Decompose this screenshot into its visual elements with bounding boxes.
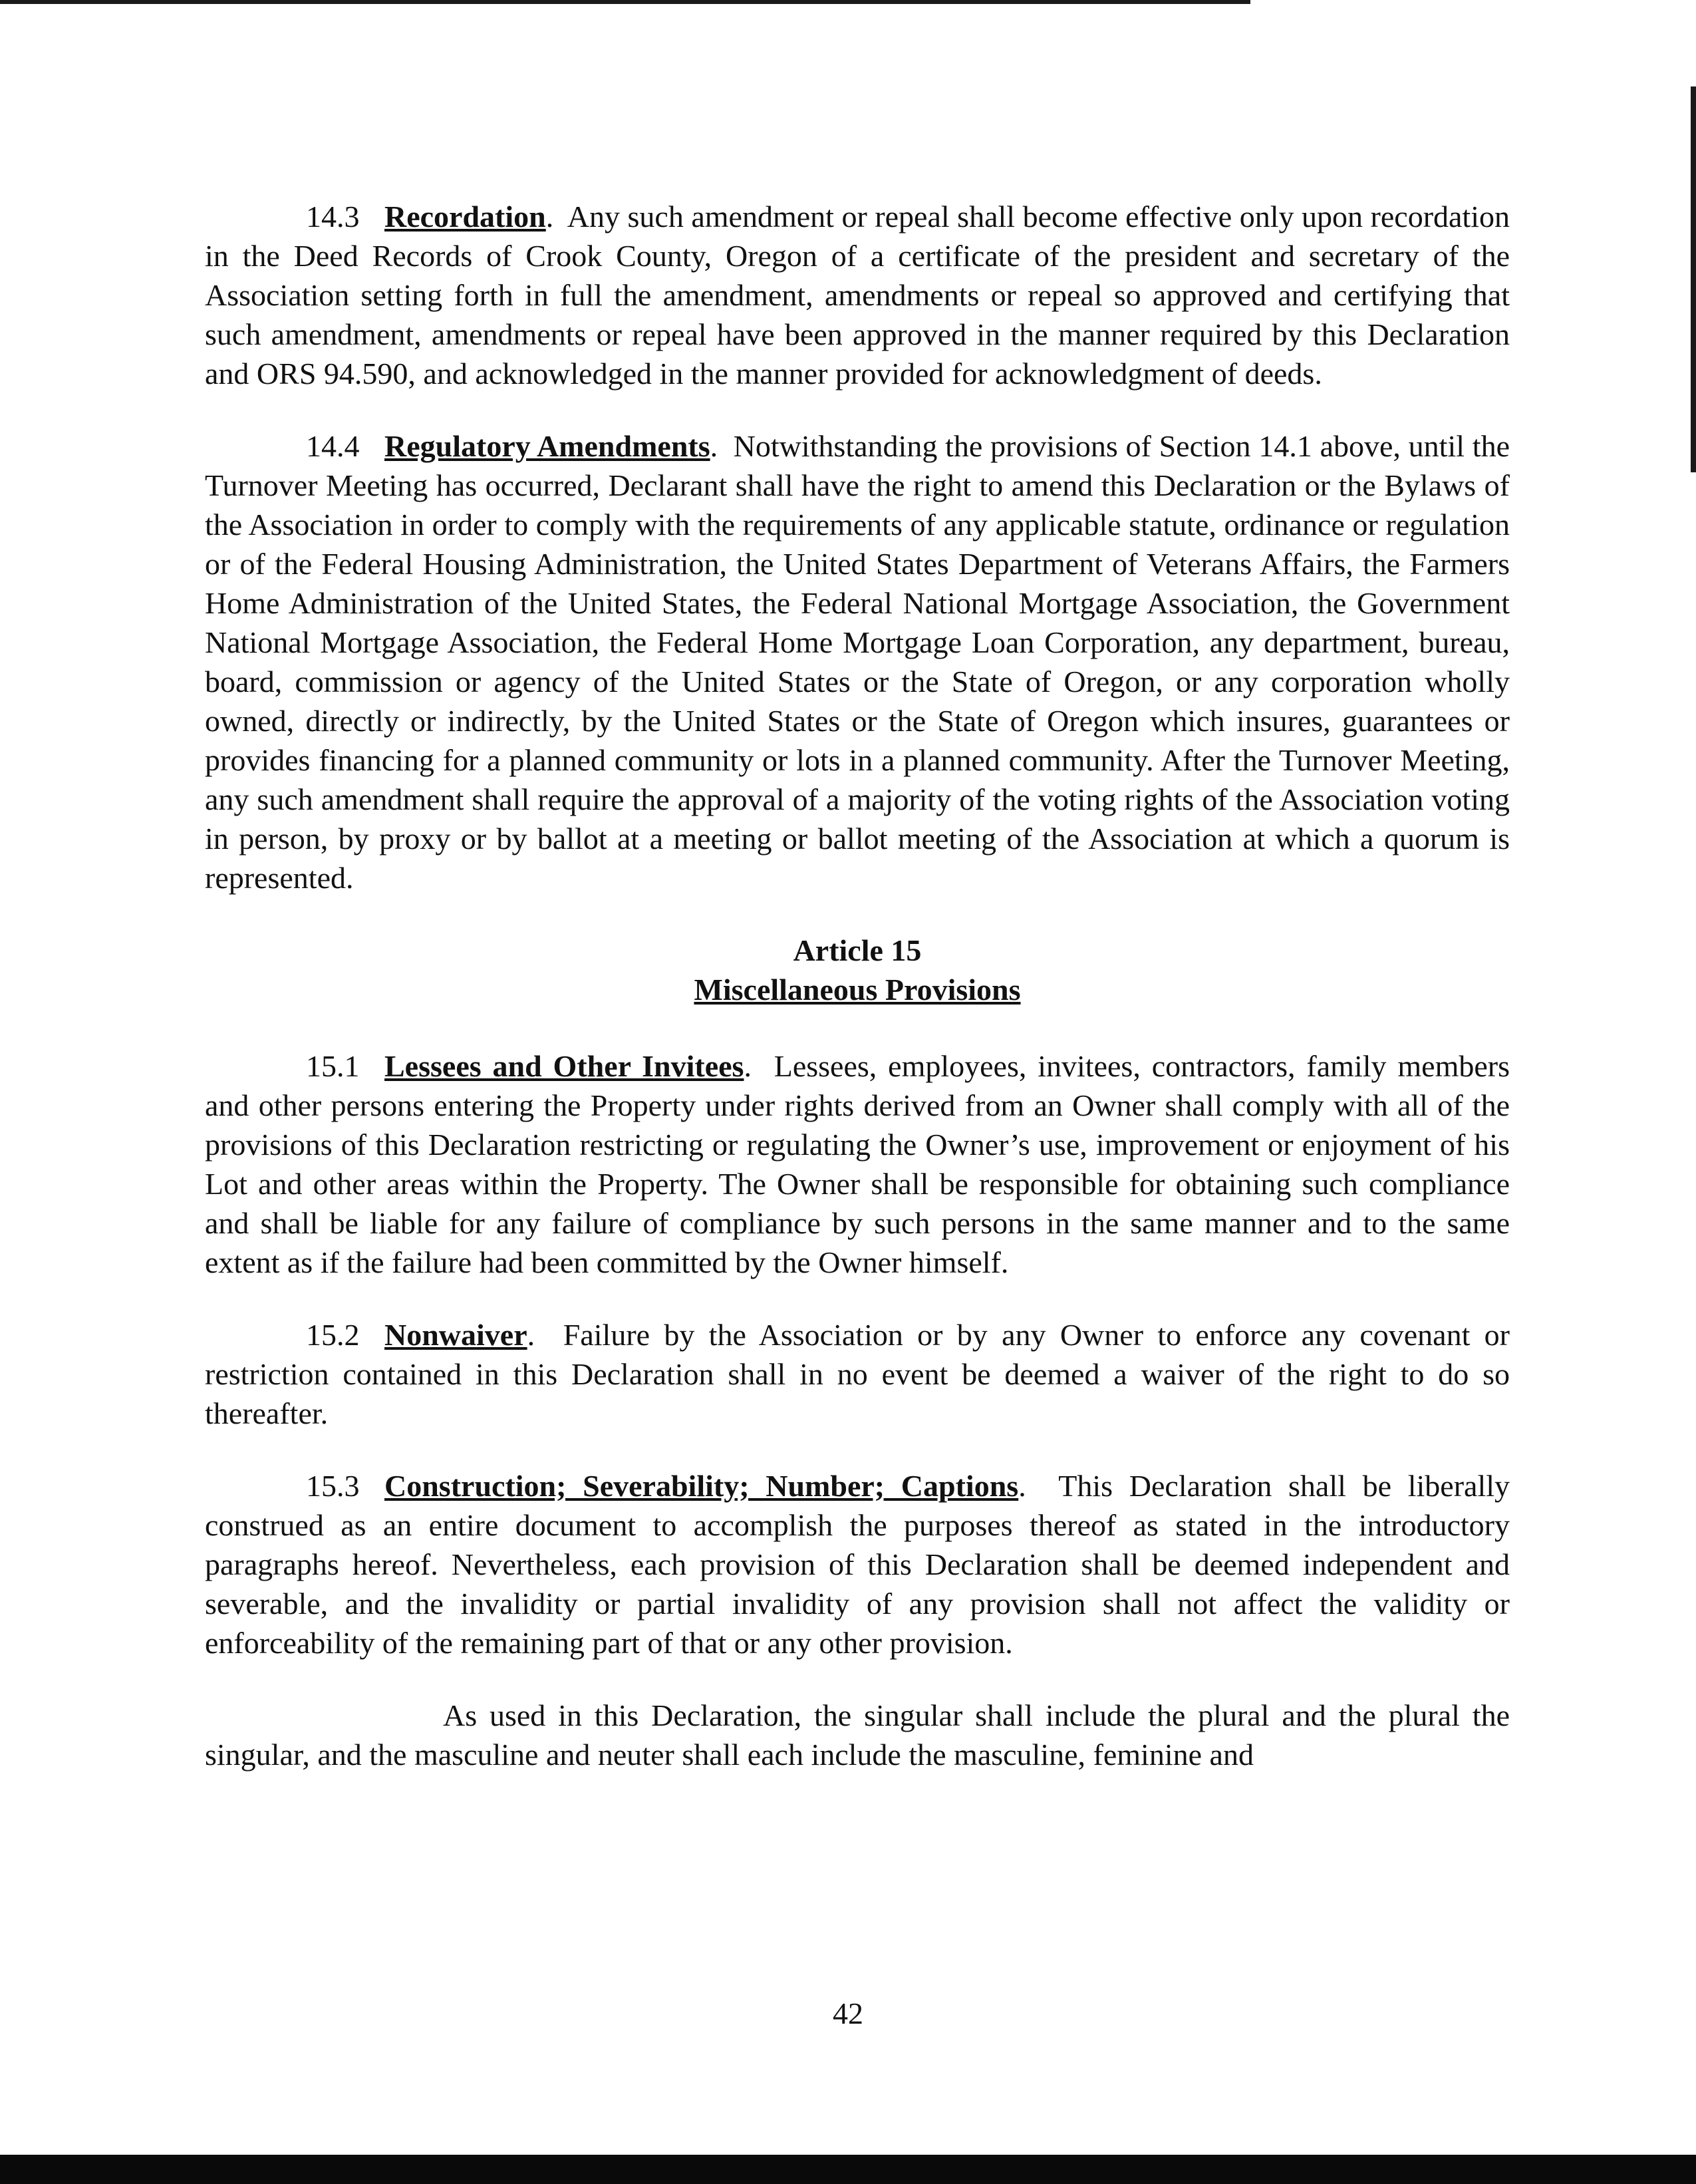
section-heading: Lessees and Other Invitees [384, 1049, 744, 1083]
section-heading: Nonwaiver [384, 1318, 527, 1352]
section-number: 15.2 [306, 1318, 360, 1352]
continuation-paragraph: As used in this Declaration, the singular shall include the plural and the plural the singular, and the masculine and neuter shall each include the masculine, feminine and [205, 1698, 1510, 1772]
section-text: Notwithstanding the provisions of Section 14.1 above, until the Turnover Meeting has occurred, Declarant shall have the right to amend this Declaration or the Bylaws of the Association in order to comply with the requirements of any applicable statute, ordinance or regulation or of the Federal Housing Administration, the United States Department of Veterans Affairs, the Farmers Home Administration of the United States, the Federal National Mortgage Association, the Government National Mortgage Association, the Federal Home Mortgage Loan Corporation, any department, bureau, board, commission or agency of the United States or the State of Oregon, or any corporation wholly owned, directly or indirectly, by the United States or the State of Oregon which insures, guarantees or provides financing for a planned community or lots in a planned community. After the Turnover Meeting, any such amendment shall require the approval of a majority of the voting rights of the Association voting in person, by proxy or by ballot at a meeting or ballot meeting of the Association at which a quorum is represented. [205, 429, 1510, 895]
section-number: 14.3 [306, 200, 360, 234]
page-number: 42 [833, 1996, 863, 2030]
section-15-3: 15.3 Construction; Severability; Number; Captions. This Declaration shall be liberally construed as an entire document to accomplish the purposes thereof as stated in the introductory paragraphs hereof. Nevertheless, each provision of this Declaration shall be deemed independent and severable, and the invalidity or partial invalidity of any provision shall not affect the validity or enforceability of the remaining part of that or any other provision. [205, 1466, 1510, 1662]
section-15-1: 15.1 Lessees and Other Invitees. Lessees, employees, invitees, contractors, family members and other persons entering the Property under rights derived from an Owner shall comply with all of the provisions of this Declaration restricting or regulating the Owner’s use, improvement or enjoyment of his Lot and other areas within the Property. The Owner shall be responsible for obtaining such compliance and shall be liable for any failure of compliance by such persons in the same manner and to the same extent as if the failure had been committed by the Owner himself. [205, 1046, 1510, 1282]
article-subtitle: Miscellaneous Provisions [694, 973, 1021, 1007]
article-title: Article 15 [793, 933, 922, 967]
article-heading [205, 931, 1510, 1009]
section-14-3: 14.3 Recordation. Any such amendment or repeal shall become effective only upon recordation in the Deed Records of Crook County, Oregon of a certificate of the president and secretary of the Association setting forth in full the amendment, amendments or repeal so approved and certifying that such amendment, amendments or repeal have been approved in the manner required by this Declaration and ORS 94.590, and acknowledged in the manner provided for acknowledgment of deeds. [205, 197, 1510, 393]
section-text: Any such amendment or repeal shall become effective only upon recordation in the Deed Records of Crook County, Oregon of a certificate of the president and secretary of the Association setting forth in full the amendment, amendments or repeal so approved and certifying that such amendment, amendments or repeal have been approved in the manner required by this Declaration and ORS 94.590, and acknowledged in the manner provided for acknowledgment of deeds. [205, 200, 1510, 390]
section-text: Failure by the Association or by any Owner to enforce any covenant or restriction contained in this Declaration shall in no event be deemed a waiver of the right to do so thereafter. [205, 1318, 1510, 1430]
section-text: Lessees, employees, invitees, contractors, family members and other persons entering the Property under rights derived from an Owner shall comply with all of the provisions of this Declaration restricting or regulating the Owner’s use, improvement or enjoyment of his Lot and other areas within the Property. The Owner shall be responsible for obtaining such compliance and shall be liable for any failure of compliance by such persons in the same manner and to the same extent as if the failure had been committed by the Owner himself. [205, 1049, 1510, 1279]
section-number: 14.4 [306, 429, 360, 463]
section-text: This Declaration shall be liberally construed as an entire document to accomplish the purposes thereof as stated in the introductory paragraphs hereof. Nevertheless, each provision of this Declaration shall be deemed independent and severable, and the invalidity or partial invalidity of any provision shall not affect the validity or enforceability of the remaining part of that or any other provision. [205, 1469, 1510, 1660]
section-heading: Regulatory Amendments [384, 429, 710, 463]
section-heading: Construction; Severability; Number; Captions [384, 1469, 1019, 1503]
scan-edge-right [1691, 86, 1696, 472]
section-heading: Recordation [384, 200, 546, 234]
scan-edge-bottom [0, 2155, 1696, 2184]
scan-edge-top [0, 0, 1250, 4]
section-number: 15.1 [306, 1049, 360, 1083]
section-number: 15.3 [306, 1469, 360, 1503]
document-page [205, 197, 1510, 1774]
section-15-2: 15.2 Nonwaiver. Failure by the Association or by any Owner to enforce any covenant or restriction contained in this Declaration shall in no event be deemed a waiver of the right to do so thereafter. [205, 1315, 1510, 1433]
section-14-4: 14.4 Regulatory Amendments. Notwithstanding the provisions of Section 14.1 above, until the Turnover Meeting has occurred, Declarant shall have the right to amend this Declaration or the Bylaws of the Association in order to comply with the requirements of any applicable statute, ordinance or regulation or of the Federal Housing Administration, the United States Department of Veterans Affairs, the Farmers Home Administration of the United States, the Federal National Mortgage Association, the Government National Mortgage Association, the Federal Home Mortgage Loan Corporation, any department, bureau, board, commission or agency of the United States or the State of Oregon, or any corporation wholly owned, directly or indirectly, by the United States or the State of Oregon which insures, guarantees or provides financing for a planned community or lots in a planned community. After the Turnover Meeting, any such amendment shall require the approval of a majority of the voting rights of the Association voting in person, by proxy or by ballot at a meeting or ballot meeting of the Association at which a quorum is represented. [205, 426, 1510, 897]
